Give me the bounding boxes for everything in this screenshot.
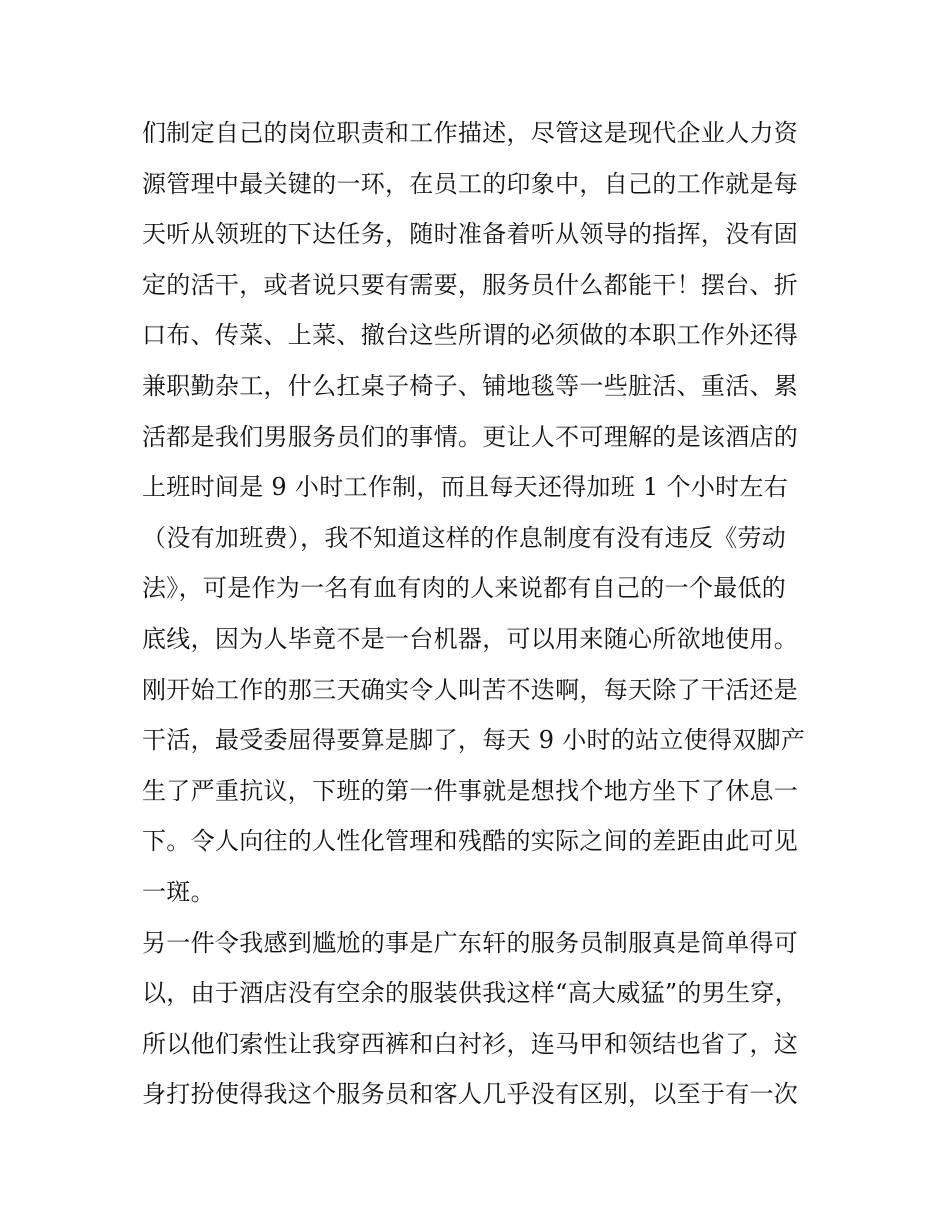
text-line: 上班时间是 9 小时工作制，而且每天还得加班 1 个小时左右 bbox=[142, 473, 789, 502]
text-line: 生了严重抗议，下班的第一件事就是想找个地方坐下了休息一 bbox=[142, 776, 799, 805]
text-line: 一斑。 bbox=[142, 877, 215, 906]
text-line: 下。令人向往的人性化管理和残酷的实际之间的差距由此可见 bbox=[142, 827, 799, 856]
text-line: 法》，可是作为一名有血有肉的人来说都有自己的一个最低的 bbox=[142, 574, 787, 603]
text-line: 底线，因为人毕竟不是一台机器，可以用来随心所欲地使用。 bbox=[142, 624, 799, 653]
text-line: 干活，最受委屈得要算是脚了，每天 9 小时的站立使得双脚产 bbox=[142, 726, 806, 755]
text-line: 活都是我们男服务员们的事情。更让人不可理解的是该酒店的 bbox=[142, 422, 799, 451]
text-line: 兼职勤杂工，什么扛桌子椅子、铺地毯等一些脏活、重活、累 bbox=[142, 371, 799, 400]
text-line: 们制定自己的岗位职责和工作描述，尽管这是现代企业人力资 bbox=[142, 119, 799, 147]
text-line: 以，由于酒店没有空余的服装供我这样“高大威猛”的男生穿， bbox=[142, 979, 799, 1008]
text-line: 源管理中最关键的一环，在员工的印象中，自己的工作就是每 bbox=[142, 169, 799, 198]
text-line: 另一件令我感到尴尬的事是广东轩的服务员制服真是简单得可 bbox=[142, 928, 799, 957]
text-line: 刚开始工作的那三天确实令人叫苦不迭啊，每天除了干活还是 bbox=[142, 675, 799, 704]
body-text bbox=[142, 108, 822, 1120]
text-line: 天听从领班的下达任务，随时准备着听从领导的指挥，没有固 bbox=[142, 220, 799, 249]
text-line: 身打扮使得我这个服务员和客人几乎没有区别，以至于有一次 bbox=[142, 1080, 799, 1109]
text-line: 所以他们索性让我穿西裤和白衬衫，连马甲和领结也省了，这 bbox=[142, 1029, 799, 1058]
text-line: （没有加班费），我不知道这样的作息制度有没有违反《劳动 bbox=[142, 523, 787, 552]
text-line: 口布、传菜、上菜、撤台这些所谓的必须做的本职工作外还得 bbox=[142, 321, 799, 350]
text-line: 定的活干，或者说只要有需要，服务员什么都能干！摆台、折 bbox=[142, 270, 799, 299]
